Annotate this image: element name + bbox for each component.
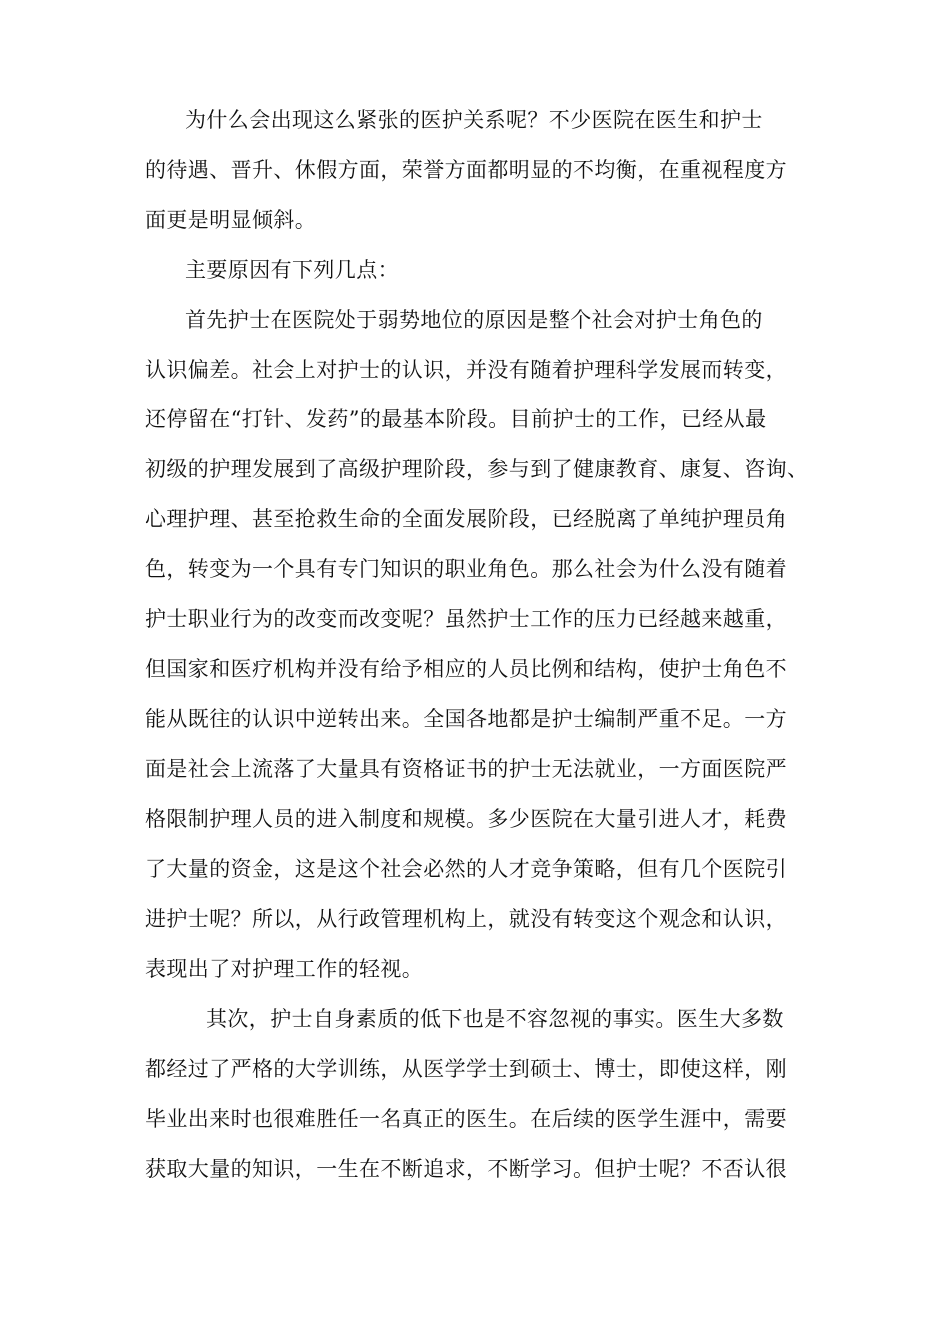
text-line: 表现出了对护理工作的轻视。 [145,957,424,981]
text-line: 首先护士在医院处于弱势地位的原因是整个社会对护士角色的 [185,308,763,332]
text-line: 都经过了严格的大学训练，从医学学士到硕士、博士，即使这样，刚 [145,1057,787,1081]
text-line: 毕业出来时也很难胜任一名真正的医生。在后续的医学生涯中，需要 [145,1107,787,1131]
text-line: 护士职业行为的改变而改变呢？虽然护士工作的压力已经越来越重， [145,607,787,631]
text-line: 的待遇、晋升、休假方面，荣誉方面都明显的不均衡，在重视程度方 [145,158,787,182]
text-line: 能从既往的认识中逆转出来。全国各地都是护士编制严重不足。一方 [145,707,787,731]
text-line: 面是社会上流落了大量具有资格证书的护士无法就业，一方面医院严 [145,757,787,781]
text-line: 初级的护理发展到了高级护理阶段，参与到了健康教育、康复、咨询、 [145,457,809,481]
text-line: 心理护理、甚至抢救生命的全面发展阶段，已经脱离了单纯护理员角 [145,507,787,531]
text-line: 但国家和医疗机构并没有给予相应的人员比例和结构，使护士角色不 [145,657,787,681]
text-line: 获取大量的知识，一生在不断追求，不断学习。但护士呢？不否认很 [145,1157,787,1181]
text-line: 进护士呢？所以，从行政管理机构上，就没有转变这个观念和认识， [145,907,787,931]
text-line: 主要原因有下列几点： [185,258,399,282]
text-line: 了大量的资金，这是这个社会必然的人才竞争策略，但有几个医院引 [145,857,787,881]
text-line: 面更是明显倾斜。 [145,208,317,232]
text-line: 其次，护士自身素质的低下也是不容忽视的事实。医生大多数 [206,1007,784,1031]
text-line: 为什么会出现这么紧张的医护关系呢？不少医院在医生和护士 [185,108,763,132]
text-line: 格限制护理人员的进入制度和规模。多少医院在大量引进人才，耗费 [145,807,787,831]
text-line: 还停留在“打针、发药”的最基本阶段。目前护士的工作，已经从最 [145,407,767,431]
text-line: 认识偏差。社会上对护士的认识，并没有随着护理科学发展而转变， [145,358,787,382]
text-line: 色，转变为一个具有专门知识的职业角色。那么社会为什么没有随着 [145,557,787,581]
